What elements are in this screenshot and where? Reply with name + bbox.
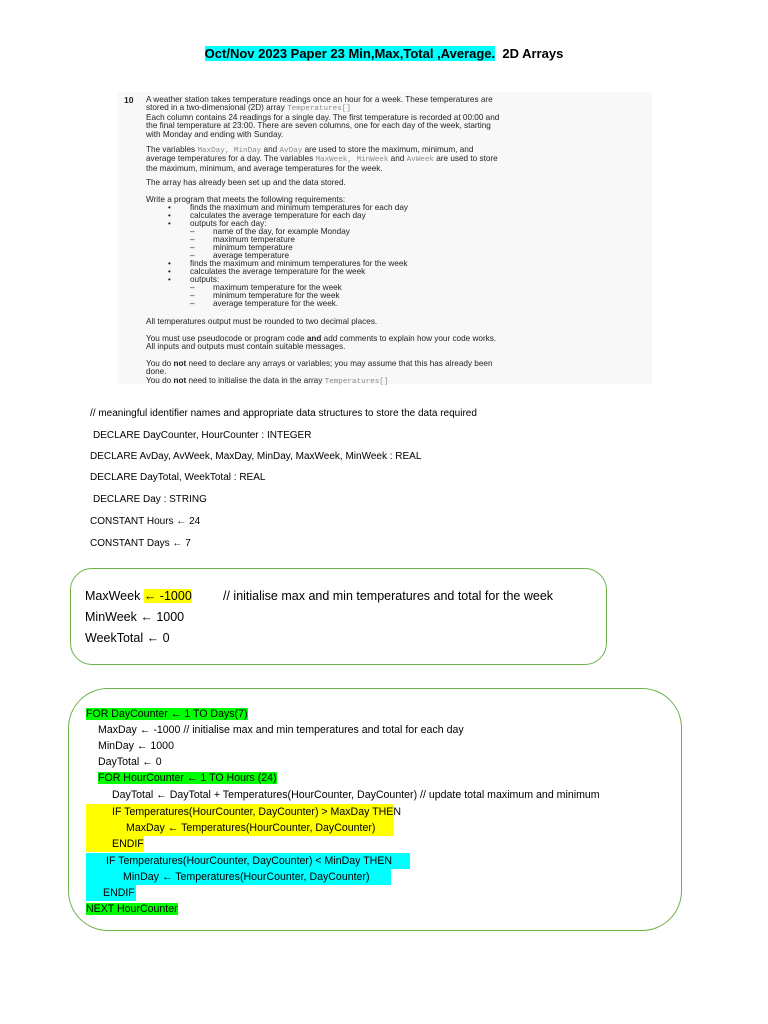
constant-line: CONSTANT Days ← 7 (90, 538, 191, 549)
weektotal-line: WeekTotal ← 0 (85, 631, 170, 645)
code-line: NEXT HourCounter (86, 903, 178, 915)
code-line: MaxDay ← -1000 // initialise max and min temperatures and total for each day (98, 724, 464, 736)
code-line: DayTotal ← DayTotal + Temperatures(HourCounter, DayCounter) // update total maximum and minimum (112, 789, 600, 801)
question-paragraph-2: The variables MaxDay, MinDay and AvDay are used to store the maximum, minimum, and average temperatures for a day. The variables MaxWeek, MinWeek and AvWeek are used to store the maximum, minimum, and average temperatures for the week. (146, 145, 498, 173)
identifier-comment: // meaningful identifier names and appropriate data structures to store the data required (90, 408, 477, 419)
code-line: IF Temperatures(HourCounter, DayCounter) < MinDay THEN (106, 855, 393, 867)
code-line: MinDay ← 1000 (98, 740, 174, 752)
array-name: Temperatures[] (287, 105, 351, 114)
code-line: DayTotal ← 0 (98, 756, 162, 768)
declaration-line: DECLARE DayCounter, HourCounter : INTEGER (93, 430, 312, 441)
week-init-box (70, 568, 607, 665)
day-loop-box (68, 688, 682, 931)
question-number: 10 (124, 95, 134, 105)
question-paragraph-4: Write a program that meets the following requirements: (146, 195, 346, 204)
question-paragraph-3: The array has already been set up and the data stored. (146, 178, 346, 187)
question-paragraph-7: You do not need to declare any arrays or variables; you may assume that this has already been done. You do not need to initialise the data in the array Temperatures[] (146, 359, 493, 386)
week-init-comment: // initialise max and min temperatures and total for the week (223, 589, 554, 603)
declaration-line: DECLARE AvDay, AvWeek, MaxDay, MinDay, MaxWeek, MinWeek : REAL (90, 451, 422, 462)
maxweek-value: ← -1000 (143, 589, 192, 603)
constant-line: CONSTANT Hours ← 24 (90, 516, 201, 527)
title-highlighted: Oct/Nov 2023 Paper 23 Min,Max,Total ,Average. (204, 46, 496, 61)
title-topic: 2D Arrays (502, 46, 564, 61)
question-paragraph-1: A weather station takes temperature readings once an hour for a week. These temperatures are stored in a two-dimensional (2D) array Temperatures[] Each column contains 24 readings for a single day. The first temperature is recorded at 00:00 and the final temperature at 23:00. There are seven columns, one for each day of the week, starting with Monday and ending with Sunday. (146, 95, 500, 139)
maxweek-line: MaxWeek ← -1000 (85, 589, 192, 603)
question-paragraph-6: You must use pseudocode or program code and add comments to explain how your code works. All inputs and outputs must contain suitable messages. (146, 334, 497, 352)
declaration-line: DECLARE DayTotal, WeekTotal : REAL (90, 472, 266, 483)
declaration-line: DECLARE Day : STRING (93, 494, 207, 505)
exam-question-scan: 10 A weather station takes temperature readings once an hour for a week. These temperatures are stored in a two-dimensional (2D) array Temperatures[] Each column contains 24 readings for a single day. The first temperature is recorded at 00:00 and the final temperature at 23:00. There are seven columns, one for each day of the week, starting with Monday and ending with Sunday. The variables MaxDay, MinDay and AvDay are used to store the maximum, minimum, and average temperatures for a day. The variables MaxWeek, MinWeek and AvWeek are used to store the maximum, minimum, and average temperatures for the week. The array has already been set up and the data stored. Write a program that meets the following requirements: • finds the maximum and minimum temperatures for each day • calculates the average temperature for each day • outputs for each day: – name of the day, for example Monday – maximum temperature – minimum temperature – average temperature • finds the maximum and minimum temperatures for the week • calculates the average temperature for the week • outputs: – maximum temperature for the week – minimum temperature for the week – average temperature for the week. All temperatures output must be rounded to two decimal places. You must use pseudocode or program code and add comments to explain how your code works. All inputs and outputs must contain suitable messages. You do not need to declare any arrays or variables; you may assume that this has already been done. You do not need to initialise the data in the array Temperatures[] (118, 92, 652, 384)
page-title (0, 45, 768, 63)
code-line: MinDay ← Temperatures(HourCounter, DayCounter) (123, 871, 370, 883)
code-line: IF Temperatures(HourCounter, DayCounter) > MaxDay THEN (112, 806, 401, 818)
code-line: FOR DayCounter ← 1 TO Days(7) (86, 708, 248, 720)
code-line: MaxDay ← Temperatures(HourCounter, DayCounter) (126, 822, 376, 834)
code-line: ENDIF (103, 887, 135, 899)
question-paragraph-5: All temperatures output must be rounded to two decimal places. (146, 317, 378, 326)
minweek-line: MinWeek ← 1000 (85, 610, 185, 624)
code-line: FOR HourCounter ← 1 TO Hours (24) (98, 772, 277, 784)
code-line: ENDIF (112, 838, 144, 850)
